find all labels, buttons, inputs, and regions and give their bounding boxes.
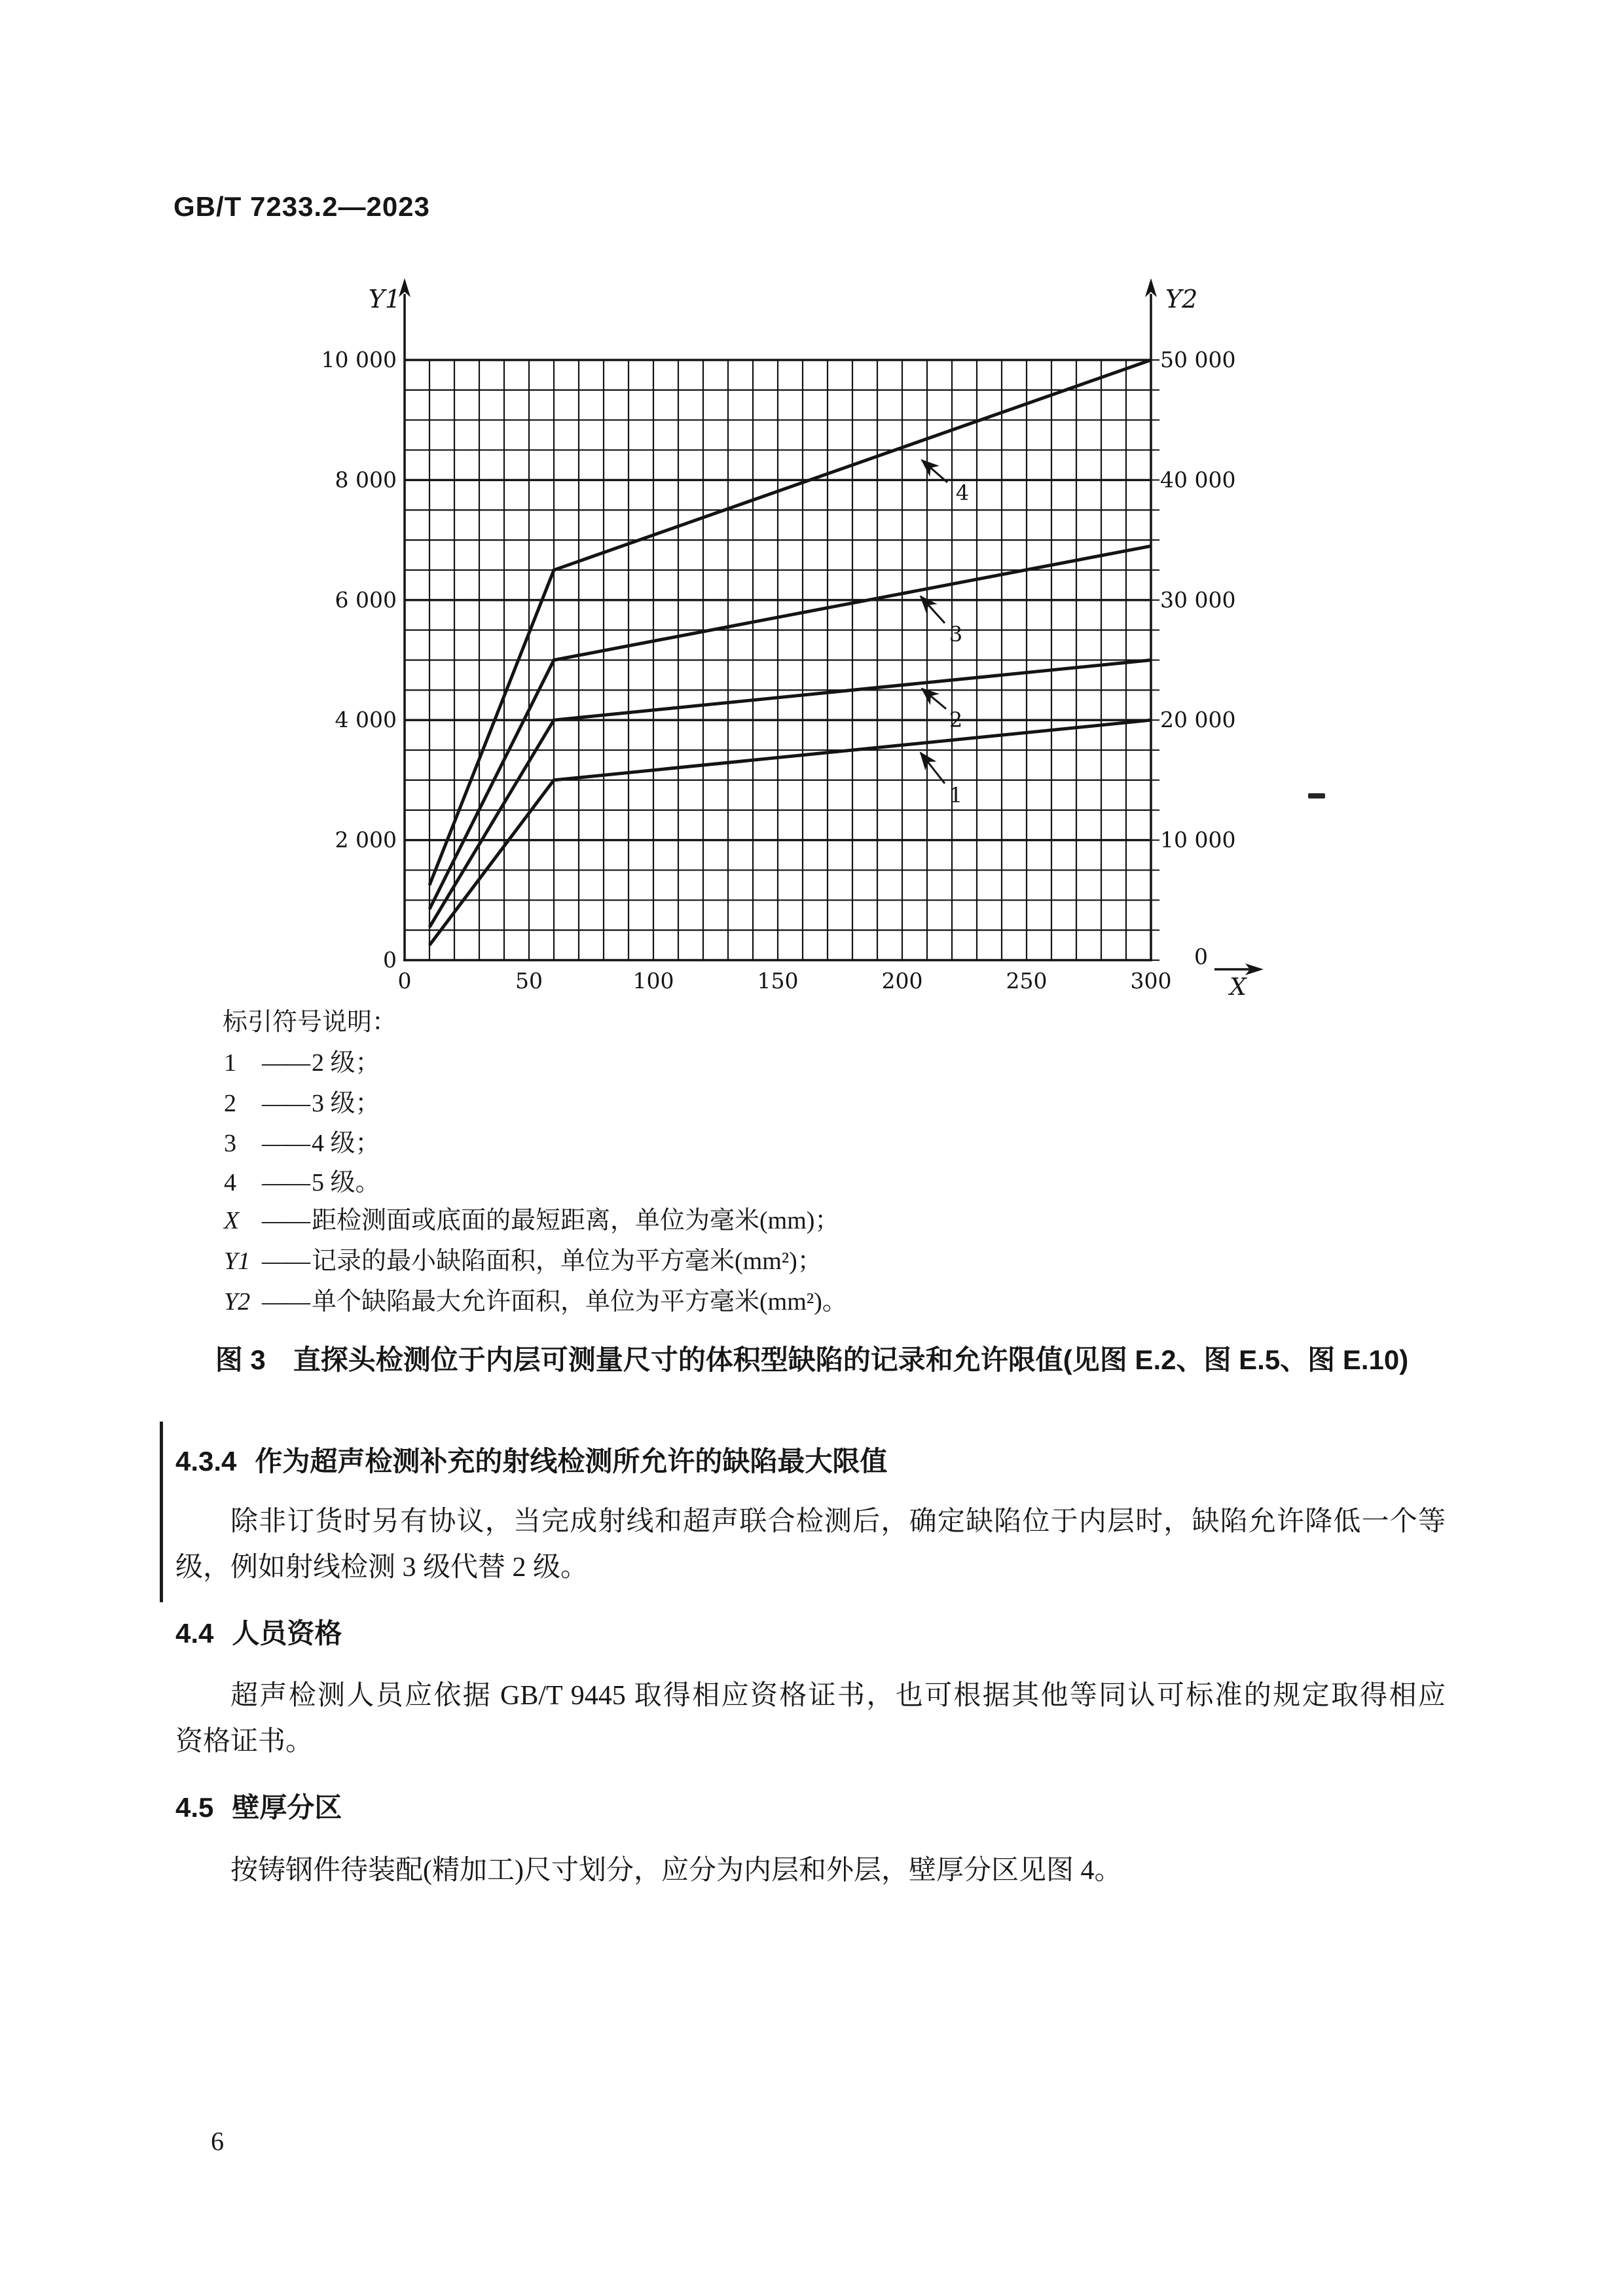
y2-zero-label: 0: [1194, 944, 1208, 969]
svg-text:50: 50: [515, 968, 543, 994]
svg-text:50 000: 50 000: [1160, 347, 1236, 372]
svg-text:30 000: 30 000: [1160, 586, 1236, 613]
legend-dash: ——: [262, 1090, 309, 1117]
section-heading-4-3-4: [175, 1440, 887, 1479]
svg-text:300: 300: [1130, 968, 1172, 994]
legend-item-3: [224, 1122, 380, 1158]
paragraph-line: 级，例如射线检测 3 级代替 2 级。: [175, 1552, 589, 1583]
revision-change-bar: [160, 1422, 163, 1602]
svg-text:100: 100: [632, 968, 674, 994]
x-axis-label: X: [1230, 974, 1247, 1001]
series-line-4: [429, 360, 1151, 885]
legend-text: 记录的最小缺陷面积，单位为平方毫米(mm²)；: [312, 1247, 822, 1275]
svg-text:2: 2: [949, 708, 963, 732]
section-title: 人员资格: [232, 1618, 342, 1649]
legend-item-1: [224, 1042, 380, 1078]
document-number: GB/T 7233.2—2023: [173, 191, 430, 222]
svg-text:6 000: 6 000: [335, 586, 397, 613]
section-heading-4-5: [175, 1786, 342, 1825]
callout-2: [922, 689, 962, 732]
svg-text:4: 4: [955, 480, 970, 505]
legend-text: 单个缺陷最大允许面积，单位为平方毫米(mm²)。: [312, 1288, 847, 1316]
section-heading-4-4: [175, 1612, 342, 1651]
svg-text:250: 250: [1006, 968, 1048, 994]
legend-text: 距检测面或底面的最短距离，单位为毫米(mm)；: [312, 1207, 840, 1234]
legend-item-y1: [224, 1240, 822, 1276]
legend-item-4: [224, 1162, 380, 1198]
callout-4: [922, 460, 969, 505]
page-number: 6: [211, 2126, 224, 2156]
svg-text:0: 0: [397, 968, 412, 994]
legend-dash: ——: [262, 1049, 309, 1077]
paragraph-line: 超声检测人员应依据 GB/T 9445 取得相应资格证书，也可根据其他等同认可标准的规定取得相应: [230, 1681, 1446, 1711]
legend-text: 5 级。: [312, 1169, 380, 1196]
y2-axis-label: Y2: [1165, 285, 1198, 314]
legend-symbol: Y2: [224, 1288, 251, 1316]
paragraph-line: 按铸钢件待装配(精加工)尺寸划分，应分为内层和外层，壁厚分区见图 4。: [230, 1856, 1122, 1886]
svg-text:1: 1: [949, 783, 963, 808]
legend-symbol: 1: [224, 1049, 236, 1077]
paragraph-line: 资格证书。: [175, 1727, 314, 1757]
margin-dash-artifact: [1308, 793, 1325, 798]
legend-item-y2: [224, 1281, 847, 1317]
section-title: 作为超声检测补充的射线检测所允许的缺陷最大限值: [255, 1446, 888, 1477]
legend-text: 2 级；: [312, 1049, 380, 1077]
svg-text:8 000: 8 000: [335, 467, 397, 493]
svg-text:2 000: 2 000: [335, 827, 397, 853]
paragraph-line: 除非订货时另有协议，当完成射线和超声联合检测后，确定缺陷位于内层时，缺陷允许降低一个等: [230, 1507, 1446, 1537]
legend-symbol: 4: [224, 1169, 236, 1196]
section-title: 壁厚分区: [232, 1792, 342, 1823]
series-line-1: [429, 720, 1151, 945]
y2-axis-ticks: [1151, 360, 1159, 960]
section-4-5-paragraph: [175, 1848, 1446, 1893]
section-number: 4.5: [175, 1792, 214, 1823]
figure-caption: 图 3 直探头检测位于内层可测量尺寸的体积型缺陷的记录和允许限值(见图 E.2、图 E.5、图 E.10): [215, 1344, 1409, 1375]
legend-dash: ——: [262, 1288, 309, 1316]
section-number: 4.4: [175, 1618, 214, 1649]
svg-text:0: 0: [383, 947, 397, 973]
grid: [405, 360, 1151, 960]
svg-text:10 000: 10 000: [1160, 827, 1236, 853]
legend-symbol: 3: [224, 1130, 236, 1157]
section-4-3-4-paragraph: [175, 1499, 1446, 1590]
legend-dash: ——: [262, 1207, 309, 1234]
y1-axis-label: Y1: [368, 285, 401, 314]
legend-item-x: [224, 1200, 839, 1236]
svg-text:40 000: 40 000: [1160, 467, 1236, 493]
svg-text:20 000: 20 000: [1160, 707, 1236, 733]
figure-3-chart: [275, 249, 1414, 1034]
section-number: 4.3.4: [175, 1446, 237, 1477]
legend-symbol: 2: [224, 1090, 236, 1117]
section-4-4-paragraph: [175, 1673, 1446, 1765]
svg-text:3: 3: [949, 622, 963, 647]
legend-dash: ——: [262, 1130, 309, 1157]
legend-text: 4 级；: [312, 1130, 380, 1157]
legend-symbol: Y1: [224, 1247, 251, 1275]
svg-text:200: 200: [881, 968, 923, 994]
legend-dash: ——: [262, 1247, 309, 1275]
svg-text:4 000: 4 000: [335, 707, 397, 733]
series-line-2: [429, 660, 1151, 927]
legend-symbol: X: [224, 1207, 240, 1234]
legend-dash: ——: [262, 1169, 309, 1196]
legend-item-2: [224, 1083, 380, 1119]
legend-text: 3 级；: [312, 1090, 380, 1117]
svg-text:150: 150: [757, 968, 799, 994]
svg-text:10 000: 10 000: [321, 347, 397, 372]
legend-title: 标引符号说明：: [223, 1009, 397, 1036]
